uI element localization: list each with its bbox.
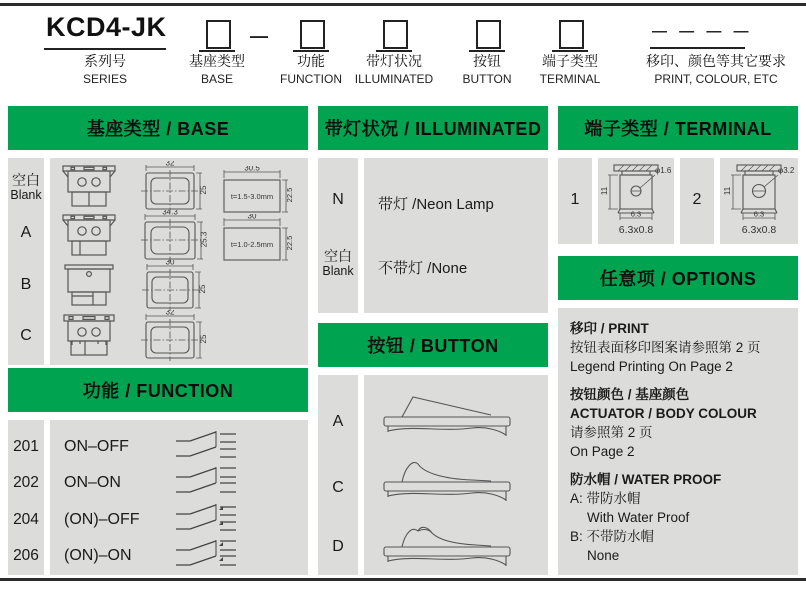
svg-text:30: 30 — [165, 260, 175, 267]
col-label-illuminated: 带灯状况 ILLUMINATED — [354, 53, 434, 86]
base-front-view-blank-drawing — [60, 162, 118, 210]
options-waterproof-a-en: With Water Proof — [587, 510, 690, 525]
options-content — [558, 308, 798, 575]
base-cutout-a-drawing — [136, 210, 208, 264]
svg-text:6.3x0.8: 6.3x0.8 — [618, 224, 654, 236]
options-waterproof-block — [570, 470, 788, 565]
button-profile-a-drawing — [372, 390, 522, 442]
base-front-view-b-drawing — [60, 261, 118, 309]
function-label-201: ON–OFF — [64, 438, 129, 455]
code-etc-dashes: — — — — — [652, 23, 753, 40]
header-function: 功能 / FUNCTION — [8, 368, 308, 412]
col-label-print: 移印、颜色等其它要求 PRINT, COLOUR, ETC — [646, 53, 786, 86]
function-schematic-201-drawing — [172, 428, 252, 464]
page-title: KCD4-JK — [46, 12, 167, 42]
illuminated-label-blank: 不带灯 /None — [378, 260, 468, 277]
code-box-button — [476, 20, 501, 49]
options-colour-line-zh2: 请参照第 2 页 — [570, 425, 653, 440]
base-cutout-c-drawing — [136, 310, 208, 364]
function-label-202: ON–ON — [64, 474, 121, 491]
svg-text:11: 11 — [723, 186, 732, 196]
base-code-b: B — [20, 276, 32, 293]
svg-text:t=1.0-2.5mm: t=1.0-2.5mm — [230, 240, 274, 249]
button-profile-c-drawing — [372, 455, 522, 507]
function-code-201: 201 — [13, 438, 39, 455]
function-schematic-202-drawing — [172, 464, 252, 500]
terminal-code-2: 2 — [692, 191, 702, 208]
svg-text:φ1.6: φ1.6 — [655, 166, 672, 175]
code-underline — [376, 50, 412, 52]
header-options: 任意项 / OPTIONS — [558, 256, 798, 300]
svg-text:25: 25 — [199, 334, 208, 344]
function-code-204: 204 — [13, 511, 39, 528]
title-underline — [44, 48, 166, 50]
bottom-rule — [0, 578, 806, 581]
illuminated-code-n: N — [332, 191, 344, 208]
base-cutout-blank-drawing — [136, 161, 208, 215]
svg-text:32: 32 — [165, 161, 175, 168]
header-button: 按钮 / BUTTON — [318, 323, 548, 367]
options-waterproof-b-zh: B: 不带防水帽 — [570, 529, 655, 544]
svg-text:11: 11 — [600, 186, 609, 196]
header-illuminated: 带灯状况 / ILLUMINATED — [318, 106, 548, 150]
function-schematic-206-drawing — [172, 537, 252, 573]
button-code-d: D — [332, 538, 344, 555]
svg-text:34.3: 34.3 — [162, 210, 178, 217]
function-label-206: (ON)–ON — [64, 547, 132, 564]
code-underline — [199, 50, 235, 52]
col-label-button: 按钮 BUTTON — [462, 53, 512, 86]
options-colour-title: 按钮颜色 / 基座颜色 — [570, 387, 690, 402]
illuminated-label-n: 带灯 /Neon Lamp — [378, 196, 494, 213]
svg-text:30.5: 30.5 — [244, 166, 260, 173]
options-waterproof-b-en: None — [587, 548, 620, 563]
code-separator: — — [250, 26, 268, 46]
options-waterproof-title: 防水帽 / WATER PROOF — [570, 472, 722, 487]
svg-text:22.5: 22.5 — [285, 187, 294, 203]
col-label-base: 基座类型 BASE — [189, 53, 245, 86]
col-label-function: 功能 FUNCTION — [280, 53, 342, 86]
code-underline — [293, 50, 329, 52]
base-code-c: C — [20, 327, 32, 344]
svg-text:6.3: 6.3 — [630, 209, 642, 219]
function-code-202: 202 — [13, 474, 39, 491]
svg-text:25: 25 — [198, 284, 207, 294]
code-underline — [552, 50, 588, 52]
options-colour-block — [570, 385, 788, 461]
function-schematic-204-drawing — [172, 501, 252, 537]
button-code-c: C — [332, 479, 344, 496]
options-print-block — [570, 319, 788, 376]
svg-text:φ3.2: φ3.2 — [778, 166, 795, 175]
function-code-206: 206 — [13, 547, 39, 564]
svg-text:t=1.5-3.0mm: t=1.5-3.0mm — [230, 192, 274, 201]
illuminated-code-column — [318, 158, 358, 313]
col-label-series: 系列号 SERIES — [82, 53, 127, 86]
svg-text:22.5: 22.5 — [285, 235, 294, 251]
base-thickness-blank-drawing — [218, 166, 298, 216]
terminal-drawing-2 — [721, 160, 797, 242]
terminal-code-1: 1 — [570, 191, 580, 208]
options-print-title: 移印 / PRINT — [570, 321, 649, 336]
svg-text:32: 32 — [165, 310, 175, 317]
code-box-terminal — [559, 20, 584, 49]
illuminated-content-area — [364, 158, 548, 313]
header-base: 基座类型 / BASE — [8, 106, 308, 150]
code-box-illuminated — [383, 20, 408, 49]
svg-text:30: 30 — [247, 214, 257, 221]
base-cutout-b-drawing — [136, 260, 208, 314]
options-print-line-zh: 按钮表面移印图案请参照第 2 页 — [570, 340, 761, 355]
function-label-204: (ON)–OFF — [64, 511, 140, 528]
illuminated-code-blank: 空白 Blank — [322, 248, 354, 278]
button-code-a: A — [332, 413, 344, 430]
base-code-blank: 空白 Blank — [10, 172, 42, 202]
col-label-terminal: 端子类型 TERMINAL — [539, 53, 601, 86]
options-colour-line-en2: On Page 2 — [570, 444, 635, 459]
code-underline — [469, 50, 505, 52]
svg-text:6.3: 6.3 — [753, 209, 765, 219]
base-front-view-a-drawing — [60, 211, 118, 259]
top-rule — [0, 3, 806, 6]
code-underline — [650, 47, 745, 49]
svg-text:25: 25 — [199, 185, 208, 195]
code-box-base — [206, 20, 231, 49]
base-front-view-c-drawing — [60, 311, 118, 359]
base-thickness-a-drawing — [218, 214, 298, 264]
terminal-drawing-1 — [598, 160, 674, 242]
base-code-a: A — [20, 224, 32, 241]
options-print-line-en: Legend Printing On Page 2 — [570, 359, 733, 374]
code-box-function — [300, 20, 325, 49]
options-waterproof-a-zh: A: 带防水帽 — [570, 491, 641, 506]
button-profile-d-drawing — [372, 520, 522, 572]
svg-text:6.3x0.8: 6.3x0.8 — [741, 224, 777, 236]
options-colour-line-en: ACTUATOR / BODY COLOUR — [570, 406, 757, 421]
header-terminal: 端子类型 / TERMINAL — [558, 106, 798, 150]
svg-text:25.3: 25.3 — [199, 231, 208, 248]
